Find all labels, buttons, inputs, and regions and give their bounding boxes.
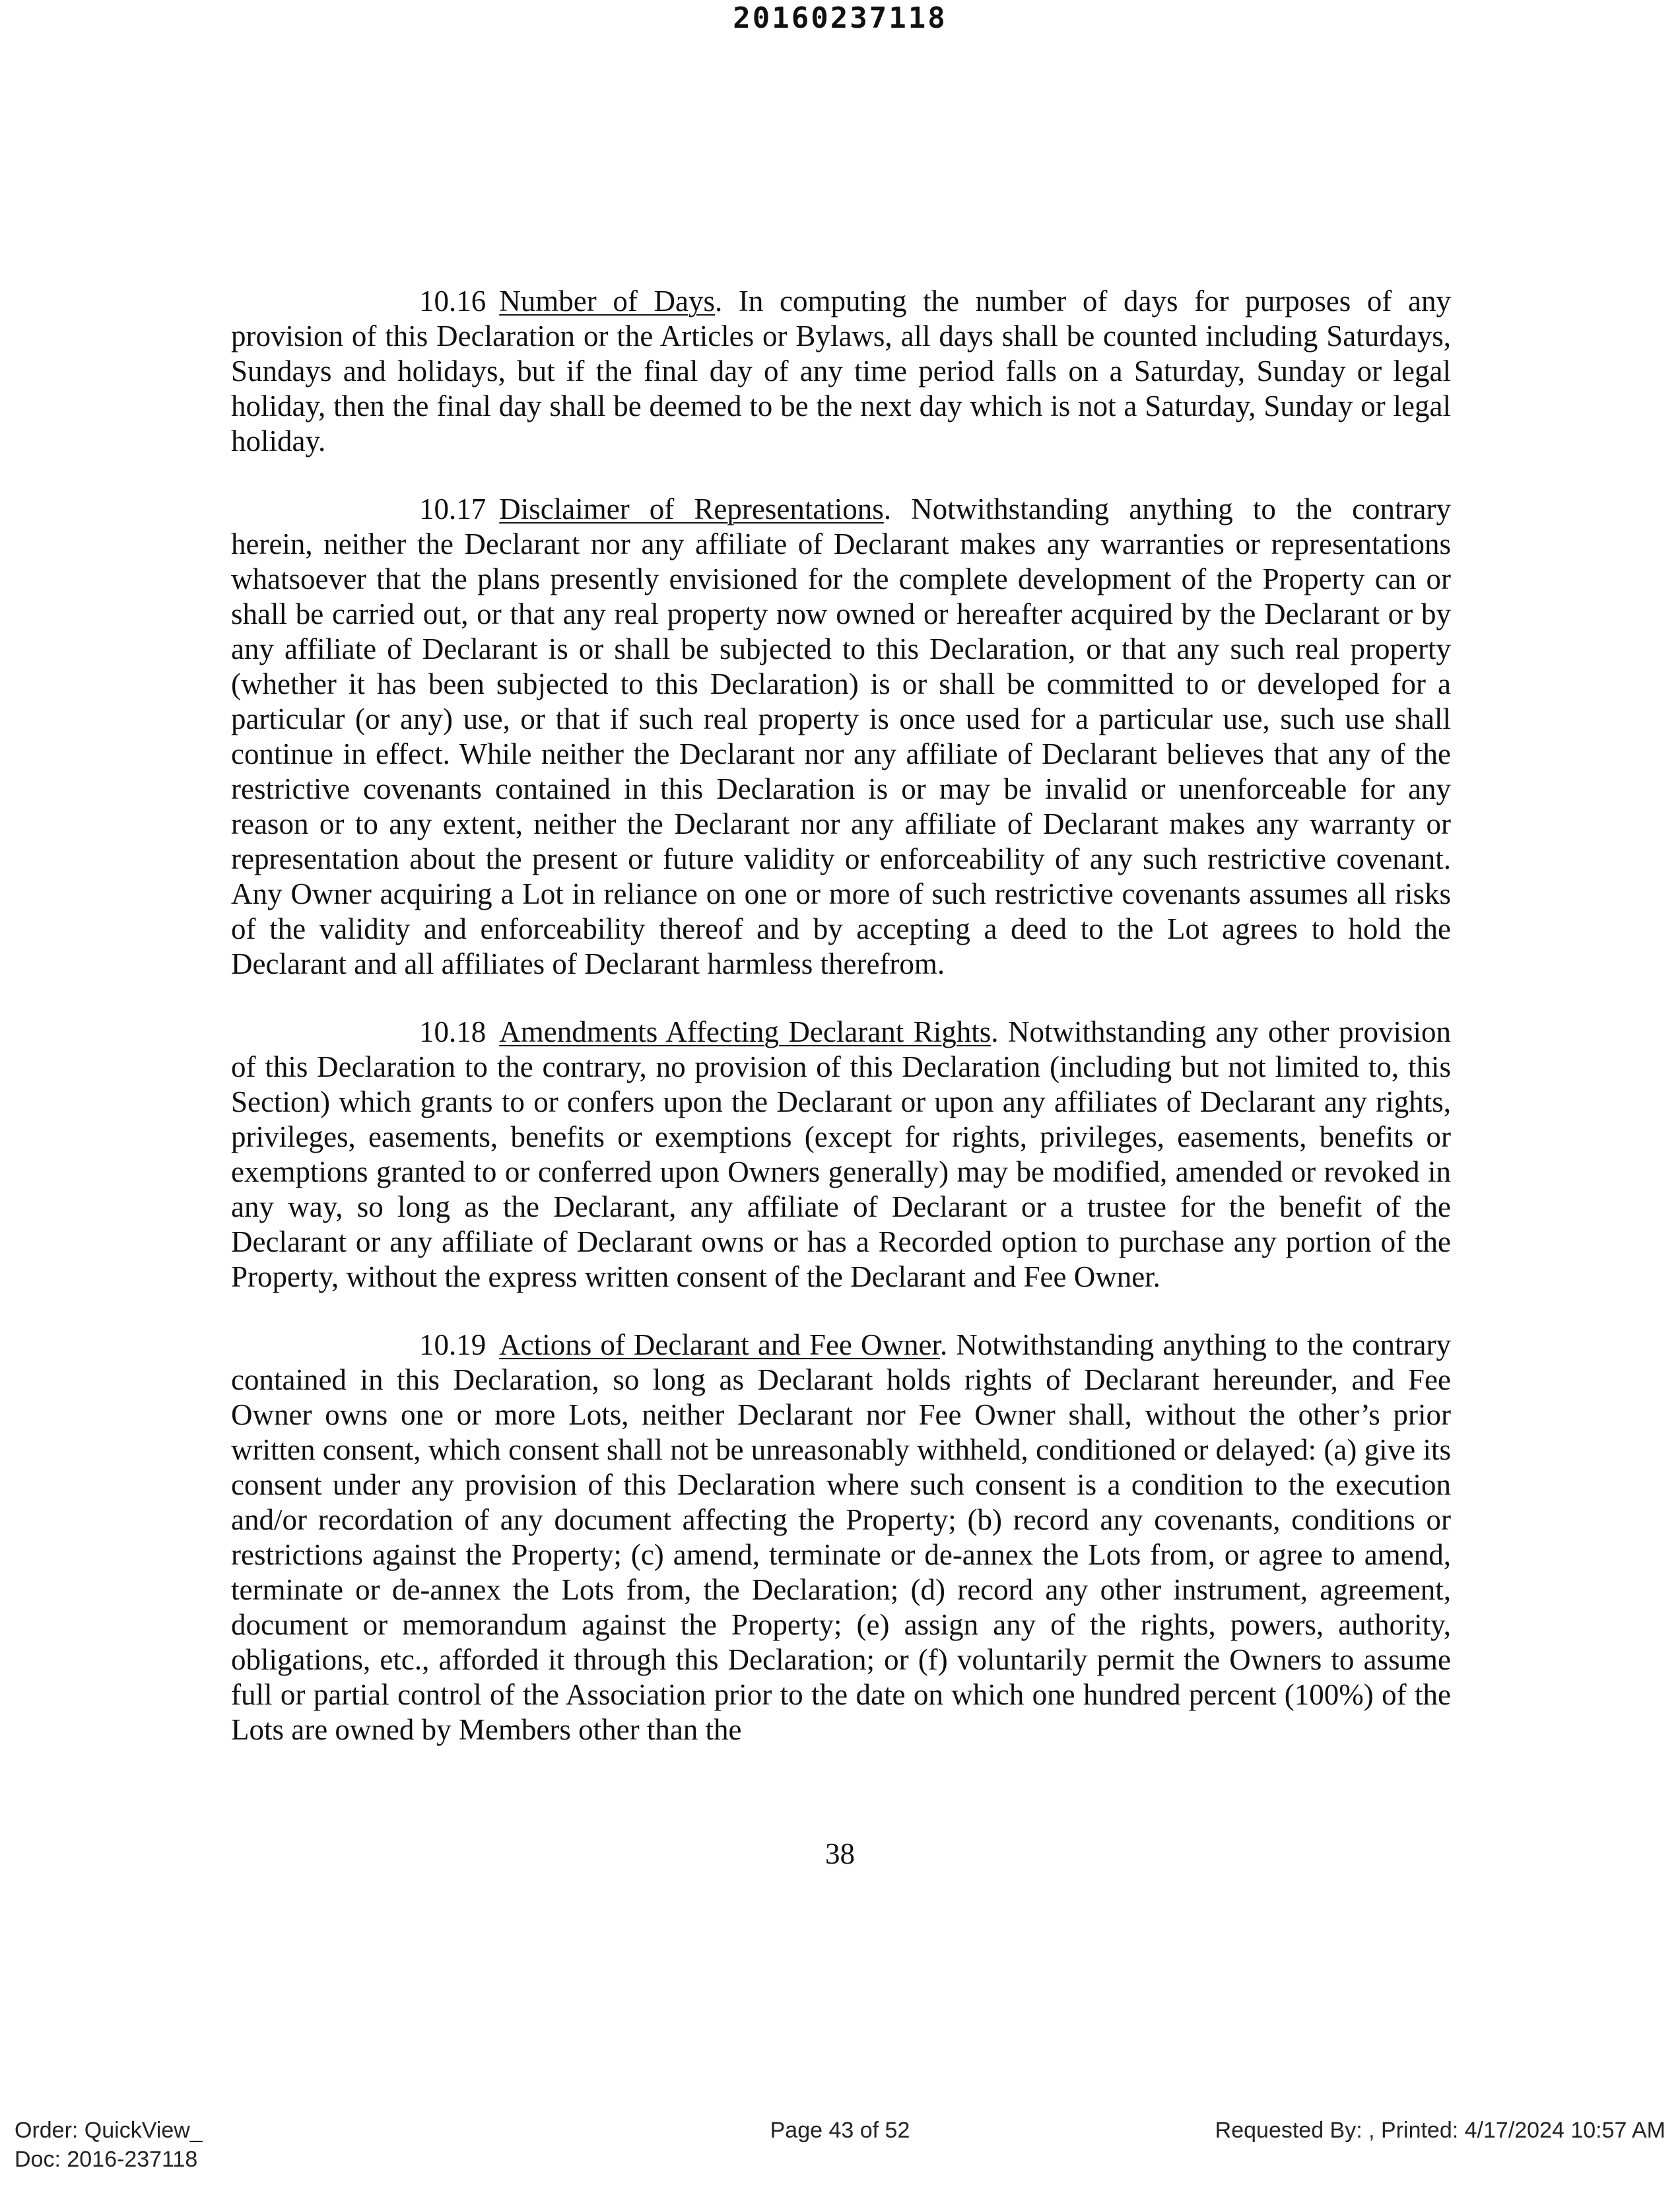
section-10-16 (231, 284, 1451, 459)
footer-order: Order: QuickView_ (15, 2118, 203, 2143)
footer-requested-by: Requested By: , Printed: 4/17/2024 10:57 AM (1215, 2118, 1665, 2143)
section-title: Number of Days (499, 285, 715, 318)
section-number: 10.19 (419, 1328, 487, 1361)
footer-doc: Doc: 2016-237118 (15, 2147, 198, 2172)
document-body (231, 284, 1451, 1780)
section-title: Disclaimer of Representations (499, 492, 884, 525)
section-text: . Notwithstanding anything to the contrary herein, neither the Declarant nor any affiliate of Declarant makes any warranties or representations whatsoever that the plans presently envisioned for the complete development of the Property can or shall be carried out, or that any real property now owned or hereafter acquired by the Declarant or by any affiliate of Declarant is or shall be subjected to this Declaration, or that any such real property (whether it has been subjected to this Declaration) is or shall be committed to or developed for a particular (or any) use, or that if such real property is once used for a particular use, such use shall continue in effect. While neither the Declarant nor any affiliate of Declarant believes that any of the restrictive covenants contained in this Declaration is or may be invalid or unenforceable for any reason or to any extent, neither the Declarant nor any affiliate of Declarant makes any warranty or representation about the present or future validity or enforceability of any such restrictive covenant. Any Owner acquiring a Lot in reliance on one or more of such restrictive covenants assumes all risks of the validity and enforceability thereof and by accepting a deed to the Lot agrees to hold the Declarant and all affiliates of Declarant harmless therefrom. (231, 492, 1451, 980)
section-10-17 (231, 492, 1451, 982)
section-10-18 (231, 1015, 1451, 1295)
section-number: 10.17 (419, 492, 487, 525)
section-10-19 (231, 1328, 1451, 1747)
section-number: 10.16 (419, 285, 487, 318)
section-title: Actions of Declarant and Fee Owner (499, 1328, 940, 1361)
section-title: Amendments Affecting Declarant Rights (499, 1015, 991, 1048)
section-text: . Notwithstanding anything to the contrary contained in this Declaration, so long as Declarant holds rights of Declarant hereunder, and Fee Owner owns one or more Lots, neither Declarant nor Fee Owner shall, without the other’s prior written consent, which consent shall not be unreasonably withheld, conditioned or delayed: (a) give its consent under any provision of this Declaration where such consent is a condition to the execution and/or recordation of any document affecting the Property; (b) record any covenants, conditions or restrictions against the Property; (c) amend, terminate or de-annex the Lots from, or agree to amend, terminate or de-annex the Lots from, the Declaration; (d) record any other instrument, agreement, document or memorandum against the Property; (e) assign any of the rights, powers, authority, obligations, etc., afforded it through this Declaration; or (f) voluntarily permit the Owners to assume full or partial control of the Association prior to the date on which one hundred percent (100%) of the Lots are owned by Members other than the (231, 1328, 1451, 1746)
section-text: . Notwithstanding any other provision of this Declaration to the contrary, no provision of this Declaration (including but not limited to, this Section) which grants to or confers upon the Declarant or upon any affiliates of Declarant any rights, privileges, easements, benefits or exemptions (except for rights, privileges, easements, benefits or exemptions granted to or conferred upon Owners generally) may be modified, amended or revoked in any way, so long as the Declarant, any affiliate of Declarant or a trustee for the benefit of the Declarant or any affiliate of Declarant owns or has a Recorded option to purchase any portion of the Property, without the express written consent of the Declarant and Fee Owner. (231, 1015, 1451, 1293)
page-number: 38 (825, 1837, 855, 1870)
document-number: 20160237118 (733, 1, 947, 35)
footer-page-count: Page 43 of 52 (770, 2118, 910, 2143)
section-text: . In computing the number of days for purposes of any provision of this Declaration or the Articles or Bylaws, all days shall be counted including Saturdays, Sundays and holidays, but if the final day of any time period falls on a Saturday, Sunday or legal holiday, then the final day shall be deemed to be the next day which is not a Saturday, Sunday or legal holiday. (231, 285, 1451, 457)
section-number: 10.18 (419, 1015, 487, 1048)
